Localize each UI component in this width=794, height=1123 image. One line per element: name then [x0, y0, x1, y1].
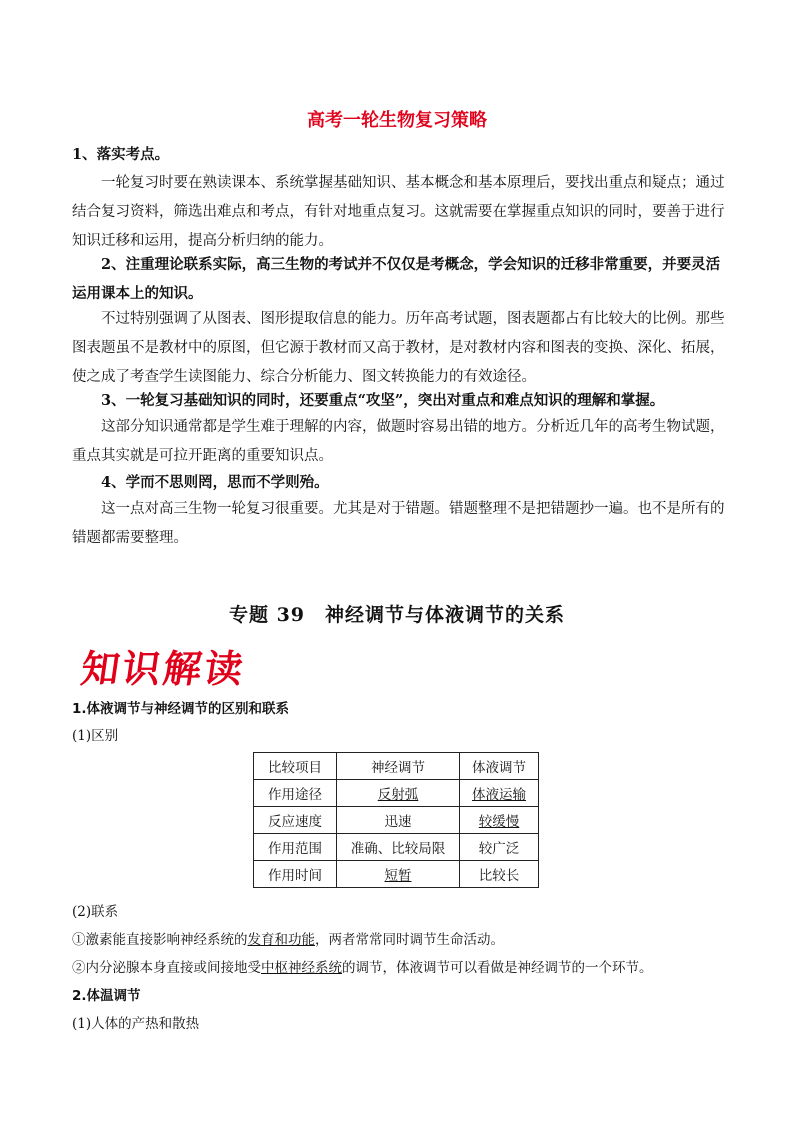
section2-sub1: (1)人体的产热和散热 — [72, 1016, 200, 1032]
strategy-heading-4: 4、学而不思则罔，思而不学则殆。 — [101, 474, 329, 491]
strategy-heading-1: 1、落实考点。 — [72, 146, 170, 163]
table-cell: 作用途径 — [254, 780, 337, 807]
table-row — [254, 861, 539, 888]
table-cell: 作用时间 — [254, 861, 337, 888]
strategy-heading-2: 2、注重理论联系实际，高三生物的考试并不仅仅是考概念，学会知识的迁移非常重要，并要灵活运用课本上的知识。 — [72, 256, 721, 302]
strategy-body-2: 不过特别强调了从图表、图形提取信息的能力。历年高考试题，图表题都占有比较大的比例。那些图表题虽不是教材中的原图，但它源于教材而又高于教材，是对教材内容和图表的变换、深化、拓展，使之成了考查学生读图能力、综合分析能力、图文转换能力的有效途径。 — [72, 311, 725, 385]
page-title: 高考一轮生物复习策略 — [307, 110, 487, 131]
table-cell: 较缓慢 — [460, 807, 539, 834]
table-header-cell: 体液调节 — [460, 753, 539, 780]
table-cell: 反射弧 — [337, 780, 460, 807]
link-text: ，两者常常同时调节生命活动。 — [315, 932, 504, 948]
table-cell: 迅速 — [337, 807, 460, 834]
strategy-heading-3: 3、一轮复习基础知识的同时，还要重点“攻坚”，突出对重点和难点知识的理解和掌握。 — [101, 392, 665, 409]
table-row — [254, 780, 539, 807]
table-cell: 比较长 — [460, 861, 539, 888]
strategy-body-1: 一轮复习时要在熟读课本、系统掌握基础知识、基本概念和基本原理后，要找出重点和疑点；通过结合复习资料，筛选出难点和考点，有针对地重点复习。这就需要在掌握重点知识的同时，要善于进行知识迁移和运用，提高分析归纳的能力。 — [72, 175, 725, 249]
table-header-row — [254, 753, 539, 780]
strategy-body-4: 这一点对高三生物一轮复习很重要。尤其是对于错题。错题整理不是把错题抄一遍。也不是所有的错题都需要整理。 — [72, 501, 725, 546]
strategy-body-3: 这部分知识通常都是学生难于理解的内容，做题时容易出错的地方。分析近几年的高考生物试题，重点其实就是可拉开距离的重要知识点。 — [72, 419, 725, 464]
table-cell: 作用范围 — [254, 834, 337, 861]
link-item-1 — [72, 926, 772, 954]
table-header-cell: 神经调节 — [337, 753, 460, 780]
table-cell: 准确、比较局限 — [337, 834, 460, 861]
link-item-2 — [72, 954, 772, 982]
link-text: 的调节，体液调节可以看做是神经调节的一个环节。 — [342, 960, 653, 976]
table-header-cell: 比较项目 — [254, 753, 337, 780]
section2-heading: 2.体温调节 — [72, 988, 141, 1004]
table-cell: 反应速度 — [254, 807, 337, 834]
table-cell: 较广泛 — [460, 834, 539, 861]
table-cell: 体液运输 — [460, 780, 539, 807]
underlined-term: 中枢神经系统 — [261, 960, 342, 976]
comparison-table — [253, 752, 539, 888]
table-row — [254, 807, 539, 834]
section1-sub2: (2)联系 — [72, 904, 119, 920]
table-row — [254, 834, 539, 861]
knowledge-banner: 知识解读 — [78, 647, 249, 691]
section1-sub1: (1)区别 — [72, 728, 119, 744]
topic-title: 专题 39 神经调节与体液调节的关系 — [228, 604, 566, 626]
section1-heading: 1.体液调节与神经调节的区别和联系 — [72, 701, 290, 717]
link-text: ①激素能直接影响神经系统的 — [72, 932, 248, 948]
table-cell: 短暂 — [337, 861, 460, 888]
link-text: ②内分泌腺本身直接或间接地受 — [72, 960, 261, 976]
underlined-term: 发育和功能 — [247, 932, 315, 948]
